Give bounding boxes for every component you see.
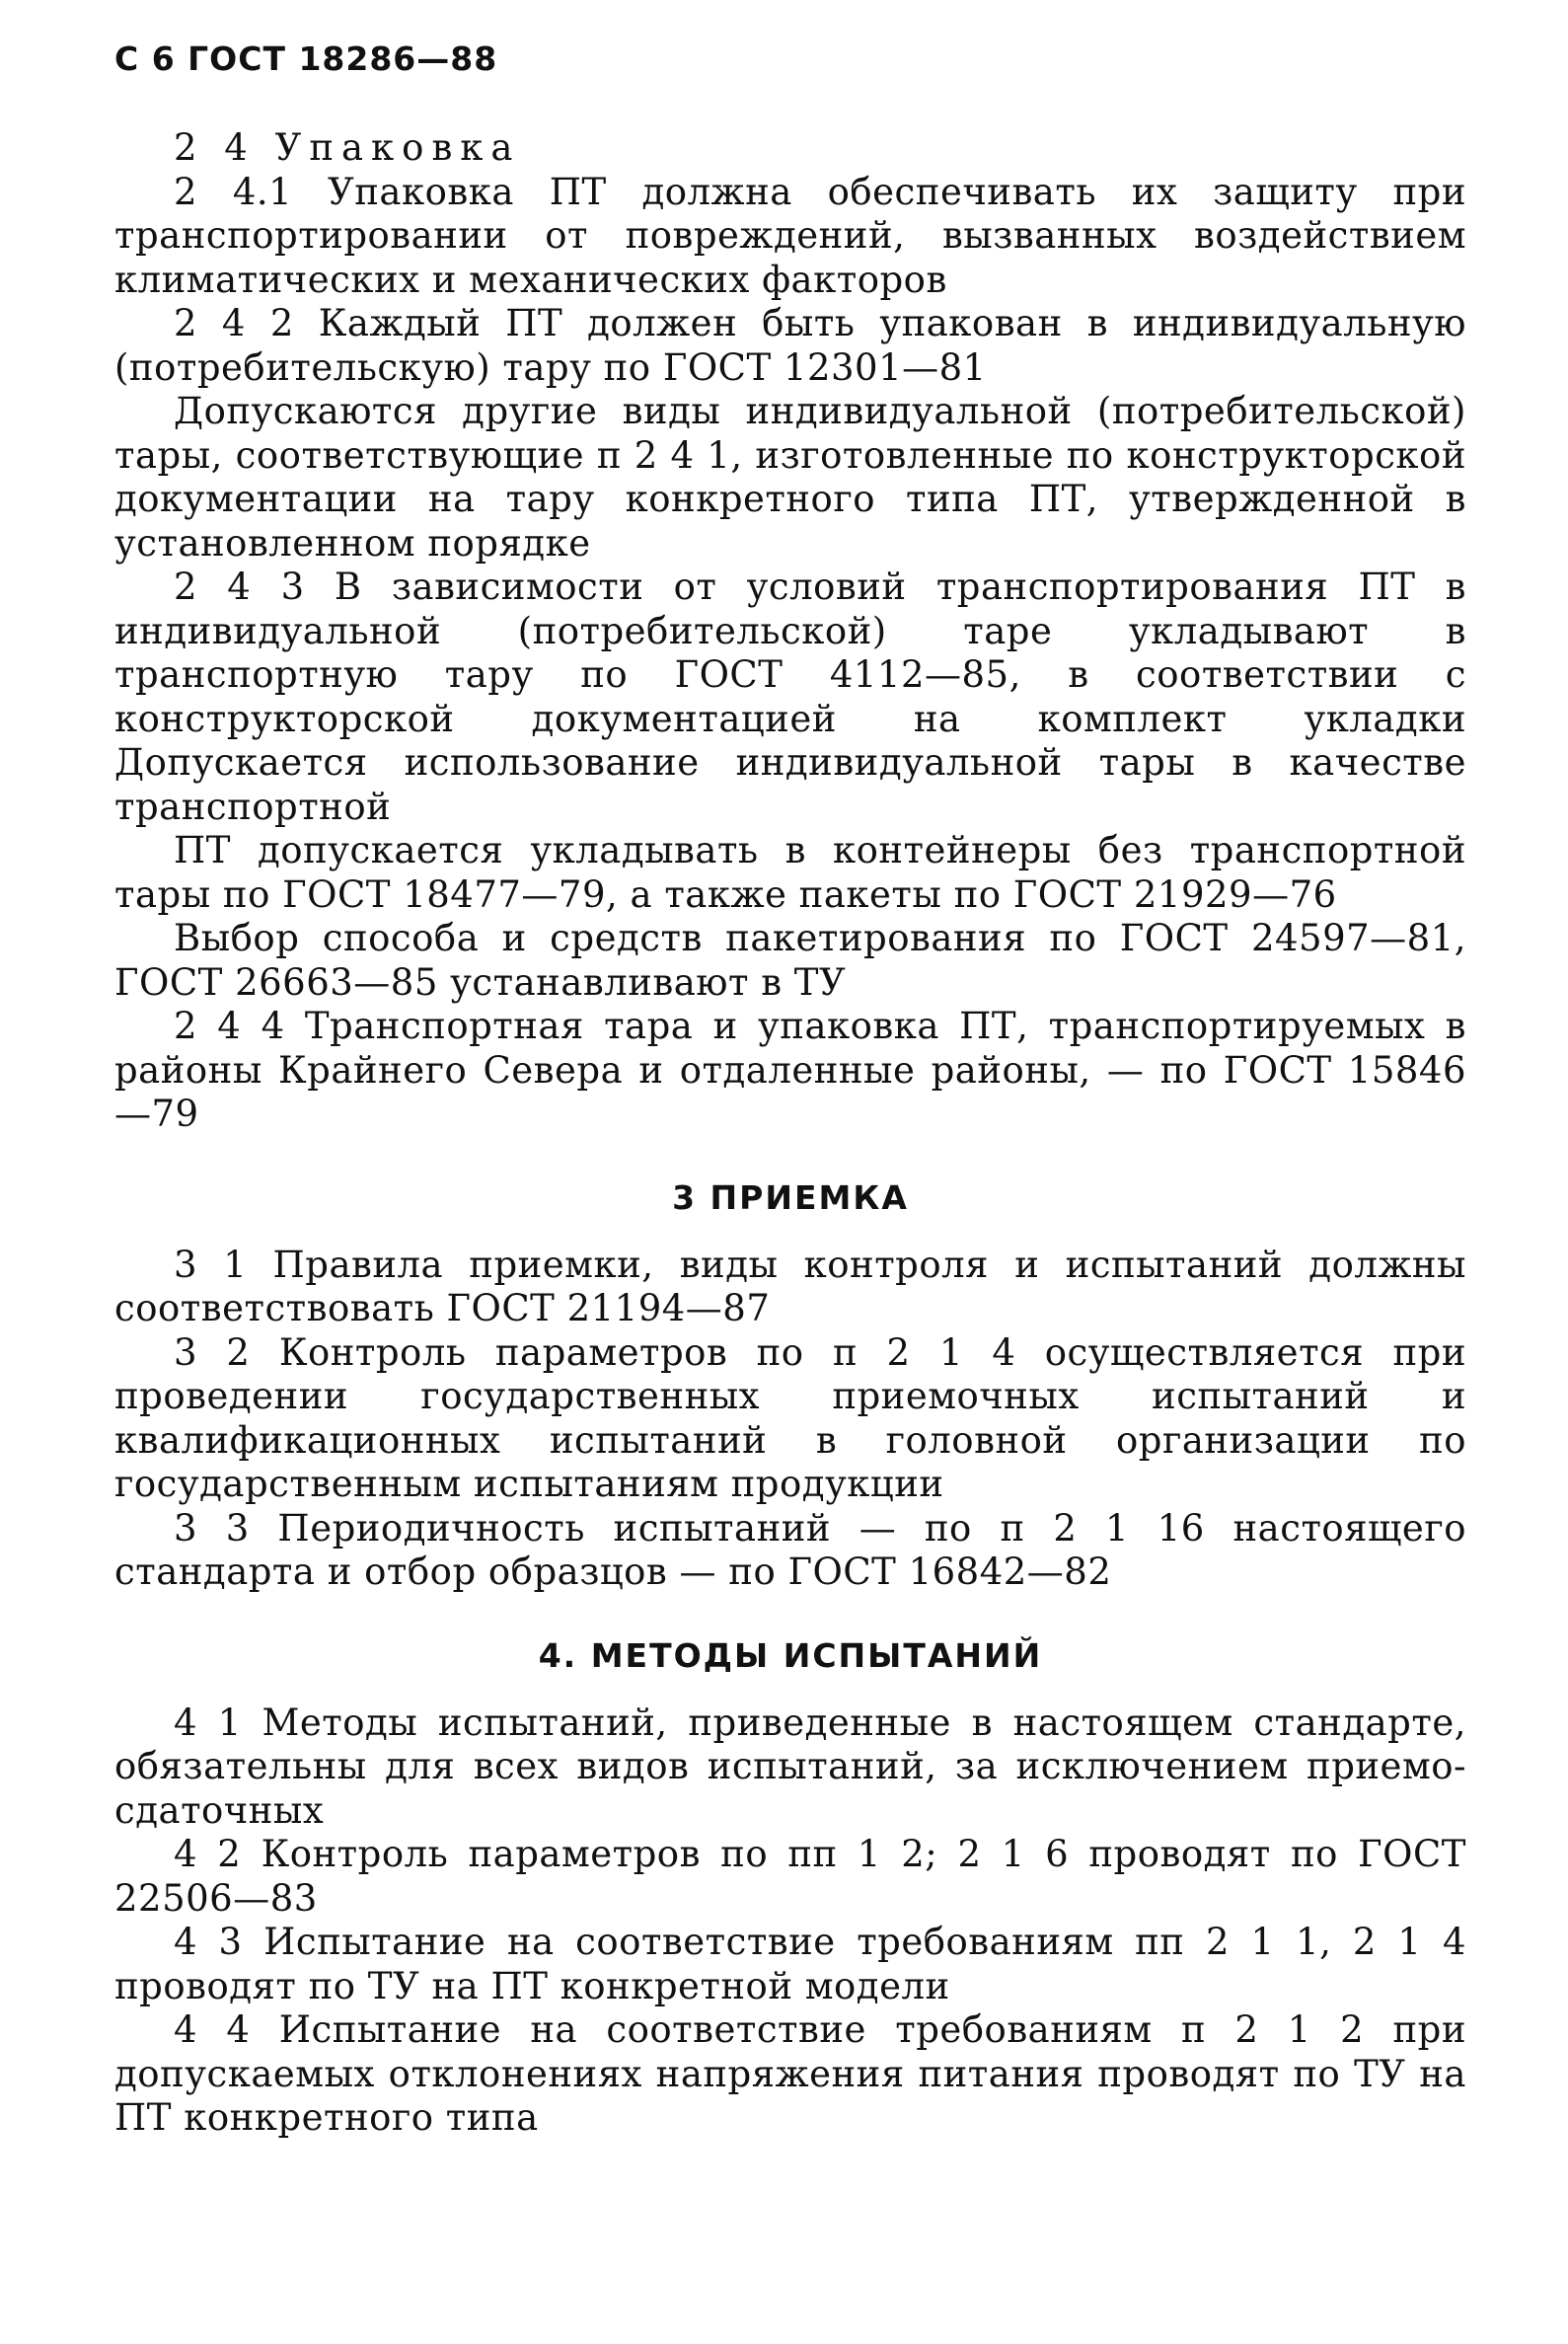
paragraph-2-4-2: 2 4 2 Каждый ПТ должен быть упакован в индивидуальную (потребительскую) тару по ГОСТ 12301—81: [114, 302, 1466, 389]
document-body: [114, 126, 1466, 2141]
paragraph-2-4-4: 2 4 4 Транспортная тара и упаковка ПТ, транспортируемых в районы Крайнего Севера и отдаленные районы, — по ГОСТ 15846—79: [114, 1005, 1466, 1135]
paragraph-4-4: 4 4 Испытание на соответствие требованиям п 2 1 2 при допускаемых отклонениях напряжения питания проводят по ТУ на ПТ конкретного типа: [114, 2008, 1466, 2139]
paragraph-2-4-3-containers: ПТ допускается укладывать в контейнеры без транспортной тары по ГОСТ 18477—79, а также пакеты по ГОСТ 21929—76: [114, 829, 1466, 916]
subsection-heading-2-4: 2 4 Упаковка: [174, 126, 521, 169]
paragraph-4-3: 4 3 Испытание на соответствие требованиям пп 2 1 1, 2 1 4 проводят по ТУ на ПТ конкретной модели: [114, 1921, 1466, 2007]
paragraph-2-4-3: 2 4 3 В зависимости от условий транспортирования ПТ в индивидуальной (потребительской) таре укладывают в транспортную тару по ГОСТ 4112—85, в соответствии с конструкторской документацией на комплект укладки Допускается использование индивидуальной тары в качестве транспортной: [114, 566, 1466, 828]
paragraph-3-1: 3 1 Правила приемки, виды контроля и испытаний должны соответствовать ГОСТ 21194—87: [114, 1243, 1466, 1329]
paragraph-3-2: 3 2 Контроль параметров по п 2 1 4 осуществляется при проведении государственных приемочных испытаний и квалификационных испытаний в головной организации по государственным испытаниям продукции: [114, 1330, 1466, 1505]
section-title-test-methods: 4. МЕТОДЫ ИСПЫТАНИЙ: [538, 1635, 1043, 1675]
paragraph-4-1: 4 1 Методы испытаний, приведенные в настоящем стандарте, обязательны для всех видов испытаний, за исключением приемо-сдаточных: [114, 1701, 1466, 1832]
paragraph-3-3: 3 3 Периодичность испытаний — по п 2 1 16 настоящего стандарта и отбор образцов — по ГОСТ 16842—82: [114, 1506, 1466, 1593]
paragraph-4-2: 4 2 Контроль параметров по пп 1 2; 2 1 6 проводят по ГОСТ 22506—83: [114, 1833, 1466, 1920]
paragraph-2-4-1: 2 4.1 Упаковка ПТ должна обеспечивать их защиту при транспортировании от повреждений, вызванных воздействием климатических и механических факторов: [114, 170, 1466, 301]
section-title-acceptance: 3 ПРИЕМКА: [672, 1177, 909, 1217]
paragraph-2-4-3-packaging: Выбор способа и средств пакетирования по ГОСТ 24597—81, ГОСТ 26663—85 устанавливают в ТУ: [114, 917, 1466, 1004]
paragraph-2-4-2-note: Допускаются другие виды индивидуальной (потребительской) тары, соответствующие п 2 4 1, изготовленные по конструкторской документации на тару конкретного типа ПТ, утвержденной в установленном порядке: [114, 390, 1466, 565]
page-header: С 6 ГОСТ 18286—88: [114, 39, 498, 78]
